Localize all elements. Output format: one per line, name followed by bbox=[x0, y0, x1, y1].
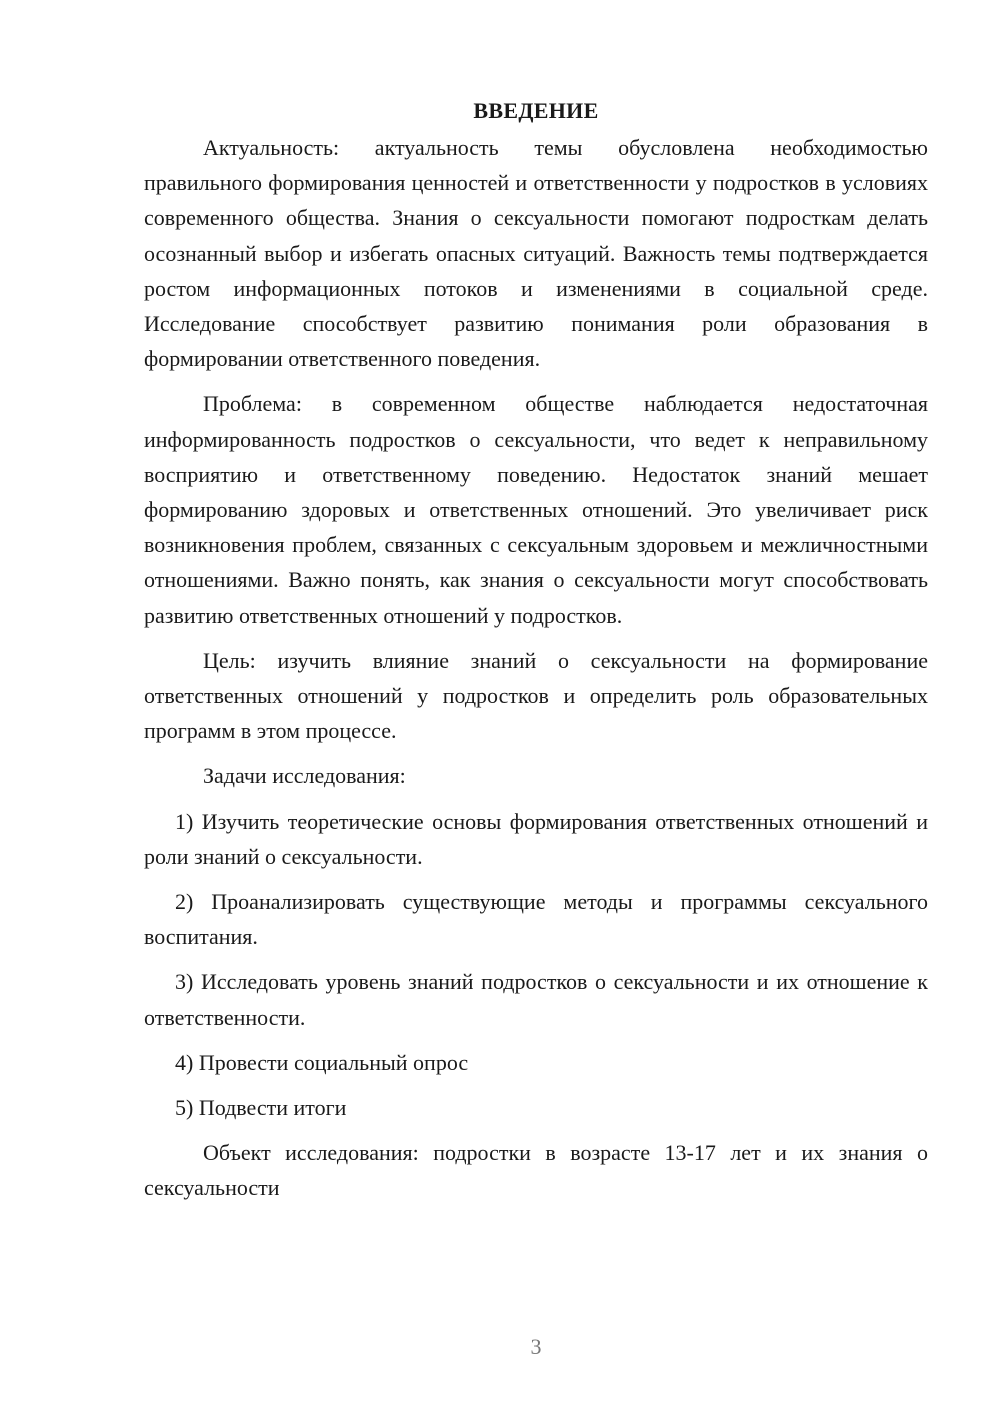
page-title: ВВЕДЕНИЕ bbox=[473, 98, 599, 123]
object-paragraph: Объект исследования: подростки в возрасте 13-17 лет и их знания о сексуальности bbox=[144, 1140, 928, 1201]
goal-paragraph: Цель: изучить влияние знаний о сексуальности на формирование ответственных отношений у подростков и определить роль образовательных программ в этом процессе. bbox=[144, 647, 928, 744]
task-item: 4) Провести социальный опрос bbox=[175, 1049, 469, 1075]
tasks-heading: Задачи исследования: bbox=[203, 763, 406, 789]
page-number: 3 bbox=[530, 1334, 542, 1359]
task-item: 1) Изучить теоретические основы формирования ответственных отношений и роли знаний о сексуальности. bbox=[144, 808, 928, 869]
task-item: 3) Исследовать уровень знаний подростков о сексуальности и их отношение к ответственности. bbox=[144, 969, 928, 1030]
problem-paragraph: Проблема: в современном обществе наблюдается недостаточная информированность подростков о сексуальности, что ведет к неправильному восприятию и ответственному поведению. Недостаток знаний мешает формированию здоровых и ответственных отношений. Это увеличивает риск возникновения проблем, связанных с сексуальным здоровьем и межличностными отношениями. Важно понять, как знания о сексуальности могут способствовать развитию ответственных отношений у подростков. bbox=[144, 391, 928, 628]
relevance-paragraph: Актуальность: актуальность темы обусловлена необходимостью правильного формирования ценностей и ответственности у подростков в условиях современного общества. Знания о сексуальности помогают подросткам делать осознанный выбор и избегать опасных ситуаций. Важность темы подтверждается ростом информационных потоков и изменениями в социальной среде. Исследование способствует развитию понимания роли образования в формировании ответственного поведения. bbox=[144, 135, 928, 372]
task-item: 2) Проанализировать существующие методы и программы сексуального воспитания. bbox=[144, 889, 928, 950]
document-page bbox=[144, 96, 928, 1216]
task-item: 5) Подвести итоги bbox=[175, 1095, 347, 1121]
